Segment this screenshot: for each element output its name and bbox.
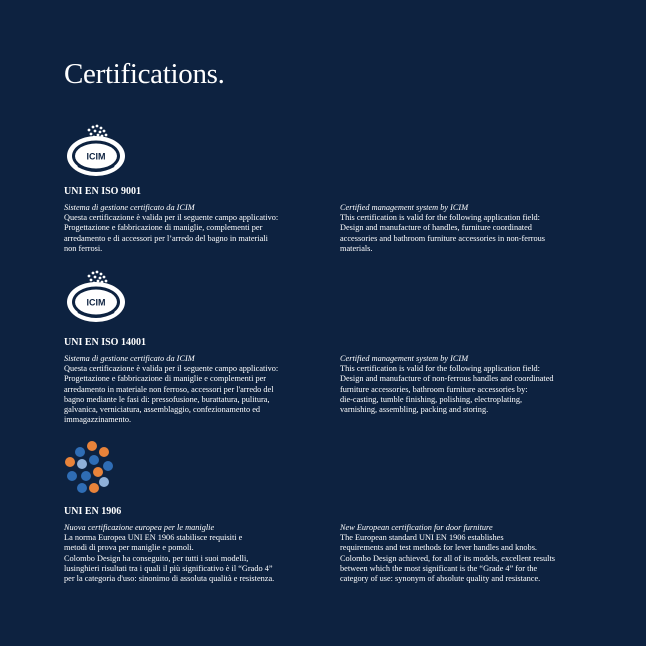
italian-subtitle: Nuova certificazione europea per le maniglie (64, 523, 215, 532)
cert-name: UNI EN ISO 9001 (64, 186, 141, 197)
english-description (340, 203, 595, 254)
italian-description (64, 203, 319, 254)
english-subtitle: Certified management system by ICIM (340, 203, 469, 212)
italian-text: Questa certificazione è valida per il seguente campo applicativo: Progettazione e fabbricazione di maniglie e complementi per arredamento in materiale non ferroso, accessori per l'arredo del bagno mediante le fasi di: pressofusione, burattatura, pulitura, galvanica, verniciatura, assemblaggio, confezionamento ed immagazzinamento. (64, 364, 279, 425)
dots-logo-icon (64, 440, 116, 496)
icim-seal-icon (64, 122, 128, 178)
italian-text: Questa certificazione è valida per il seguente campo applicativo: Progettazione e fabbricazione di maniglie, complementi per arredamento e di accessori per l’arredo del bagno in materiali non ferrosi. (64, 213, 279, 253)
italian-description (64, 523, 319, 584)
english-text: This certification is valid for the following application field: Design and manufacture of handles, furniture coordinated accessories and bathroom furniture accessories in non-ferrous materials. (340, 213, 546, 253)
italian-subtitle: Sistema di gestione certificato da ICIM (64, 354, 195, 363)
icim-seal-icon (64, 268, 128, 324)
english-text: The European standard UNI EN 1906 establishes requirements and test methods for lever handles and knobs. Colombo Design achieved, for all of its models, excellent results between which the most significant is the “Grade 4” for the category of use: synonym of absolute quality and resistance. (340, 533, 555, 584)
svg-text:ICIM: ICIM (86, 151, 106, 162)
english-text: This certification is valid for the following application field: Design and manufacture of non-ferrous handles and coordinated furniture accessories, bathroom furniture accessories by: die-casting, tumble finishing, polishing, electroplating, varnishing, assembling, packing and storing. (340, 364, 554, 415)
svg-text:ICIM: ICIM (86, 297, 106, 308)
cert-name: UNI EN 1906 (64, 506, 122, 517)
page-title: Certifications. (64, 58, 225, 90)
english-description (340, 354, 595, 415)
italian-subtitle: Sistema di gestione certificato da ICIM (64, 203, 195, 212)
italian-description (64, 354, 319, 425)
english-description (340, 523, 595, 584)
english-subtitle: Certified management system by ICIM (340, 354, 469, 363)
english-subtitle: New European certification for door furniture (340, 523, 493, 532)
italian-text: La norma Europea UNI EN 1906 stabilisce requisiti e metodi di prova per maniglie e pomoli. Colombo Design ha conseguito, per tutti i suoi modelli, lusinghieri risultati tra i quali il più significativo è il “Grado 4” per la categoria d'uso: sinonimo di assoluta qualità e resistenza. (64, 533, 275, 584)
cert-name: UNI EN ISO 14001 (64, 337, 146, 348)
